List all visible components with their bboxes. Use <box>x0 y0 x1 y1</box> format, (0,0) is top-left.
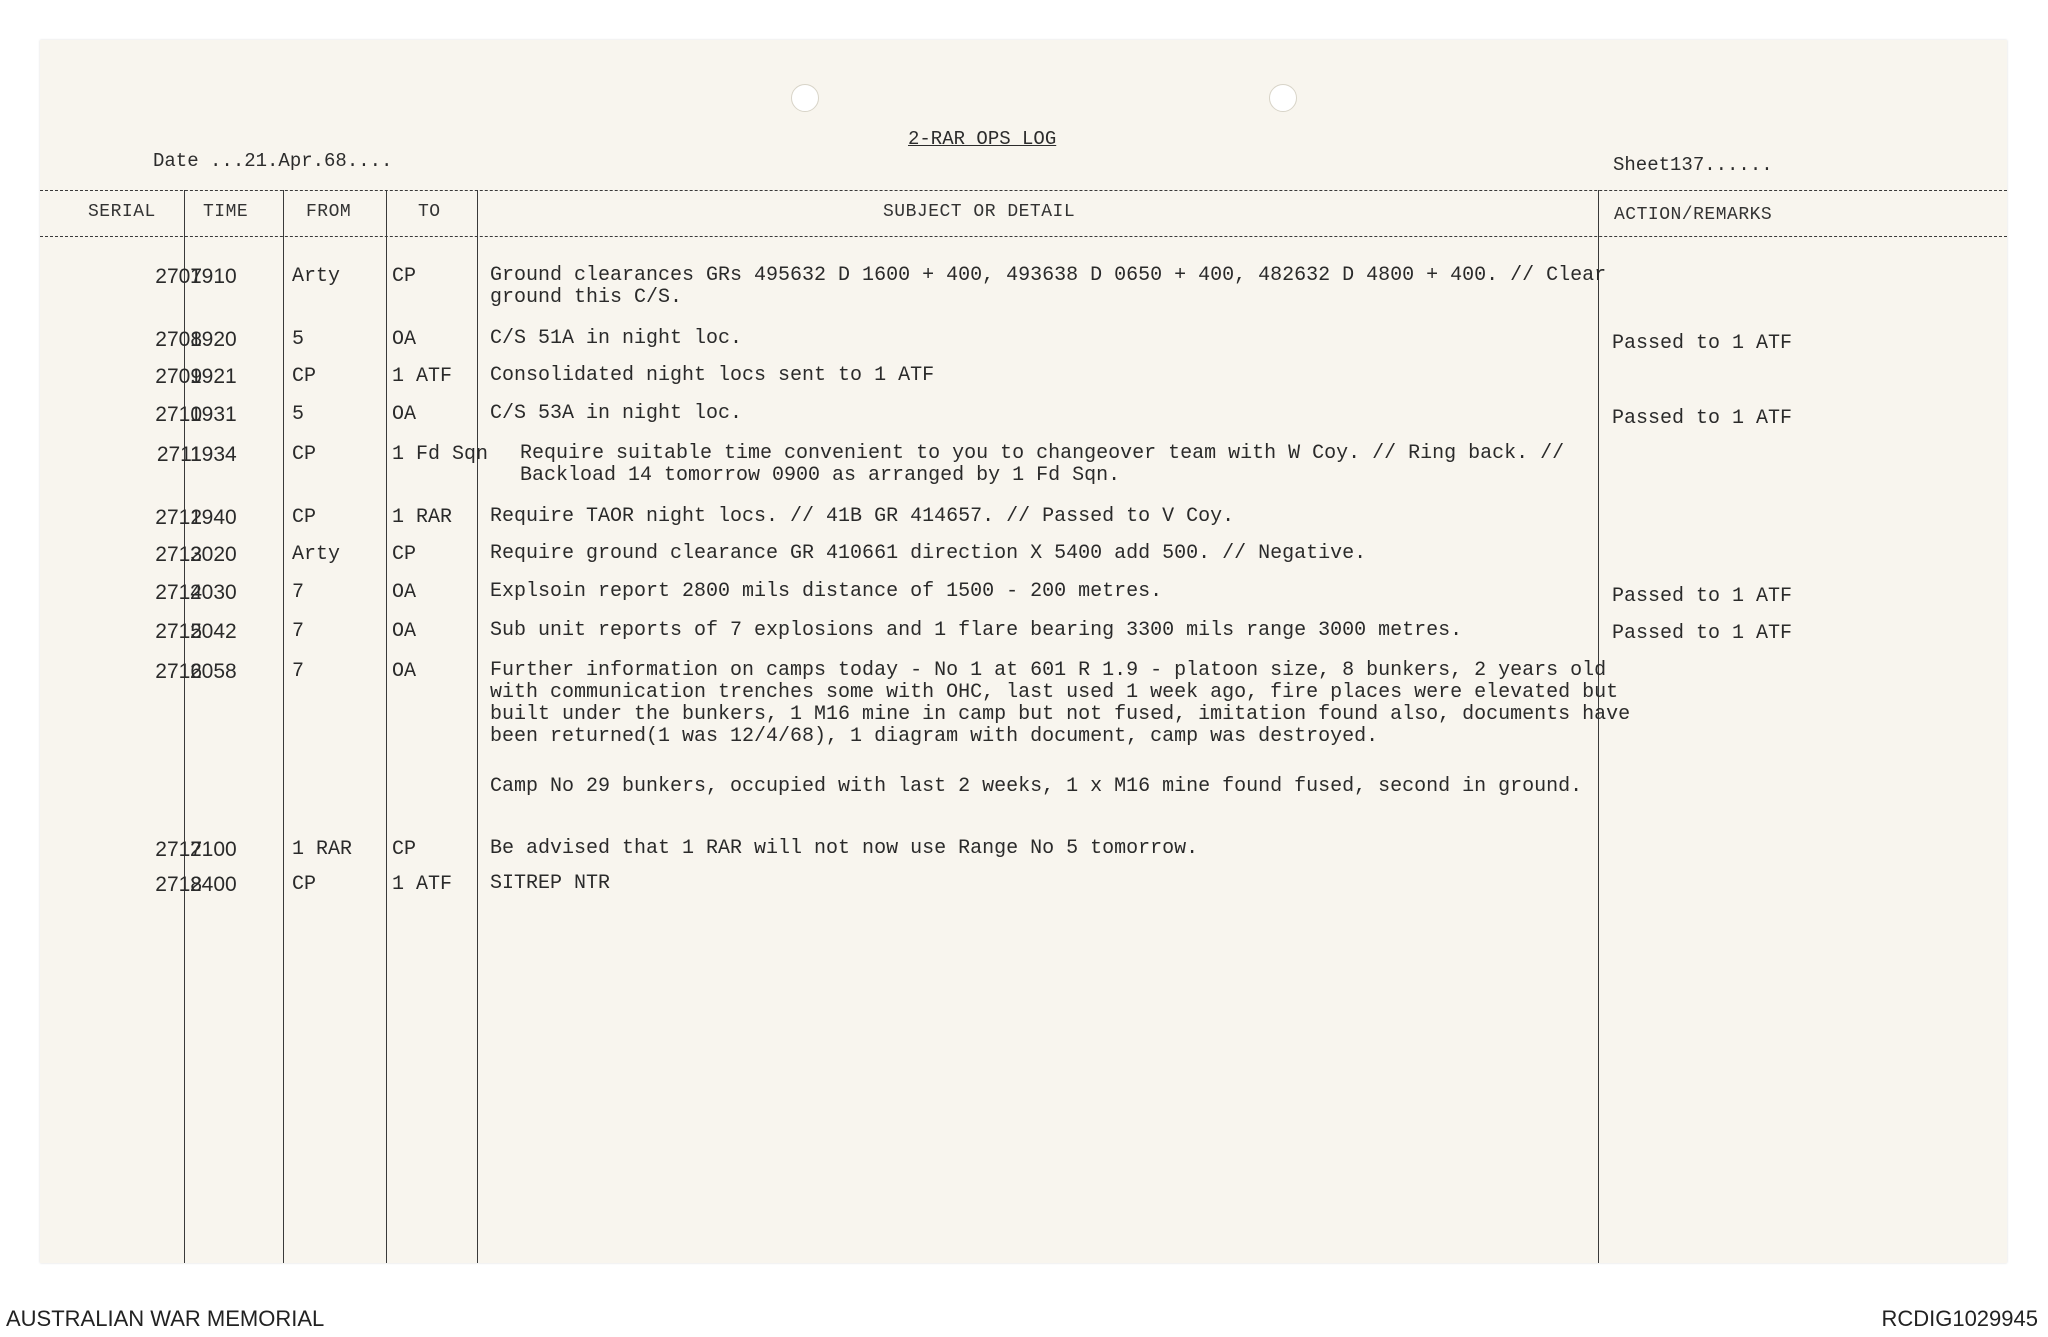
serial-cell: 2715 <box>155 620 202 643</box>
remarks-cell: Passed to 1 ATF <box>1612 407 1793 430</box>
serial-cell: 2712 <box>155 506 202 529</box>
from-cell: 7 <box>292 620 305 643</box>
subject-cell: C/S 53A in night loc. <box>490 402 743 425</box>
column-divider <box>477 190 478 1263</box>
serial-cell: 2717 <box>155 838 202 861</box>
date-label: Date <box>153 150 199 172</box>
date-value: ...21.Apr.68.... <box>210 150 393 172</box>
sheet-value: 137...... <box>1670 154 1773 176</box>
time-cell: 1920 <box>190 328 237 351</box>
document-sheet <box>40 40 2007 1263</box>
to-cell: OA <box>392 328 417 351</box>
subject-cell: C/S 51A in night loc. <box>490 327 743 350</box>
to-cell: CP <box>392 543 417 566</box>
table-top-rule <box>40 190 2007 191</box>
remarks-cell: Passed to 1 ATF <box>1612 332 1793 355</box>
to-cell: 1 ATF <box>392 873 453 896</box>
subject-cell: SITREP NTR <box>490 872 611 895</box>
log-title: 2-RAR OPS LOG <box>908 128 1057 150</box>
time-cell: 1940 <box>190 506 237 529</box>
subject-cell: Be advised that 1 RAR will not now use Range No 5 tomorrow. <box>490 837 1199 860</box>
serial-cell: 2710 <box>155 403 202 426</box>
subject-cell: Consolidated night locs sent to 1 ATF <box>490 364 935 387</box>
subject-cell: Require TAOR night locs. // 41B GR 414657. // Passed to V Coy. <box>490 505 1235 528</box>
remarks-cell: Passed to 1 ATF <box>1612 622 1793 645</box>
serial-cell: 2707 <box>155 265 202 288</box>
from-cell: CP <box>292 873 317 896</box>
sheet-number <box>1613 154 1773 176</box>
table-header-rule <box>40 236 2007 237</box>
subject-cell: Explsoin report 2800 mils distance of 1500 - 200 metres. <box>490 580 1163 603</box>
from-cell: 7 <box>292 660 305 683</box>
sheet-label: Sheet <box>1613 154 1671 176</box>
to-cell: 1 RAR <box>392 506 453 529</box>
time-cell: 1931 <box>190 403 237 426</box>
column-header-to: TO <box>418 202 441 222</box>
time-cell: 2020 <box>190 543 237 566</box>
time-cell: 1934 <box>190 443 237 466</box>
column-header-time: TIME <box>203 202 249 222</box>
column-divider <box>386 190 387 1263</box>
time-cell: 1921 <box>190 365 237 388</box>
subject-cell: Further information on camps today - No 1 at 601 R 1.9 - platoon size, 8 bunkers, 2 years old with communication trenches some with OHC, last used 1 week ago, fire places were elevated but built under the bunkers, 1 M16 mine in camp but not fused, imitation found also, documents have been returned(1 was 12/4/68), 1 diagram with document, camp was destroyed. <box>490 659 1631 748</box>
from-cell: 5 <box>292 328 305 351</box>
date-line <box>153 150 392 172</box>
to-cell: OA <box>392 581 417 604</box>
punch-hole-left <box>791 84 819 112</box>
column-header-subject: SUBJECT OR DETAIL <box>883 202 1076 222</box>
to-cell: OA <box>392 660 417 683</box>
from-cell: 5 <box>292 403 305 426</box>
from-cell: 7 <box>292 581 305 604</box>
from-cell: CP <box>292 506 317 529</box>
from-cell: CP <box>292 443 317 466</box>
subject-cell: Camp No 29 bunkers, occupied with last 2 weeks, 1 x M16 mine found fused, second in ground. <box>490 775 1583 798</box>
time-cell: 2042 <box>190 620 237 643</box>
time-cell: 2100 <box>190 838 237 861</box>
time-cell: 2058 <box>190 660 237 683</box>
time-cell: 2400 <box>190 873 237 896</box>
to-cell: OA <box>392 620 417 643</box>
punch-hole-right <box>1269 84 1297 112</box>
serial-cell: 2708 <box>155 328 202 351</box>
to-cell: OA <box>392 403 417 426</box>
serial-cell: 2713 <box>155 543 202 566</box>
serial-cell: 2711 <box>156 443 202 466</box>
from-cell: Arty <box>292 265 341 288</box>
to-cell: CP <box>392 838 417 861</box>
from-cell: Arty <box>292 543 341 566</box>
column-header-remarks: ACTION/REMARKS <box>1614 205 1773 225</box>
time-cell: 2030 <box>190 581 237 604</box>
subject-cell: Ground clearances GRs 495632 D 1600 + 400, 493638 D 0650 + 400, 482632 D 4800 + 400. // Clear ground this C/S. <box>490 264 1607 309</box>
serial-cell: 2718 <box>155 873 202 896</box>
serial-cell: 2716 <box>155 660 202 683</box>
column-header-serial: SERIAL <box>88 202 156 222</box>
subject-cell: Sub unit reports of 7 explosions and 1 flare bearing 3300 mils range 3000 metres. <box>490 619 1463 642</box>
to-cell: CP <box>392 265 417 288</box>
to-cell: 1 ATF <box>392 365 453 388</box>
column-header-from: FROM <box>306 202 352 222</box>
to-cell: 1 Fd Sqn <box>392 443 489 466</box>
archive-credit: AUSTRALIAN WAR MEMORIAL <box>6 1306 325 1331</box>
from-cell: 1 RAR <box>292 838 353 861</box>
column-divider <box>283 190 284 1263</box>
remarks-cell: Passed to 1 ATF <box>1612 585 1793 608</box>
serial-cell: 2709 <box>155 365 202 388</box>
from-cell: CP <box>292 365 317 388</box>
subject-cell: Require ground clearance GR 410661 direction X 5400 add 500. // Negative. <box>490 542 1367 565</box>
subject-cell: Require suitable time convenient to you to changeover team with W Coy. // Ring back. // Backload 14 tomorrow 0900 as arranged by 1 Fd Sqn. <box>520 442 1565 487</box>
time-cell: 1910 <box>190 265 237 288</box>
serial-cell: 2714 <box>155 581 202 604</box>
archive-reference: RCDIG1029945 <box>1881 1306 2038 1331</box>
